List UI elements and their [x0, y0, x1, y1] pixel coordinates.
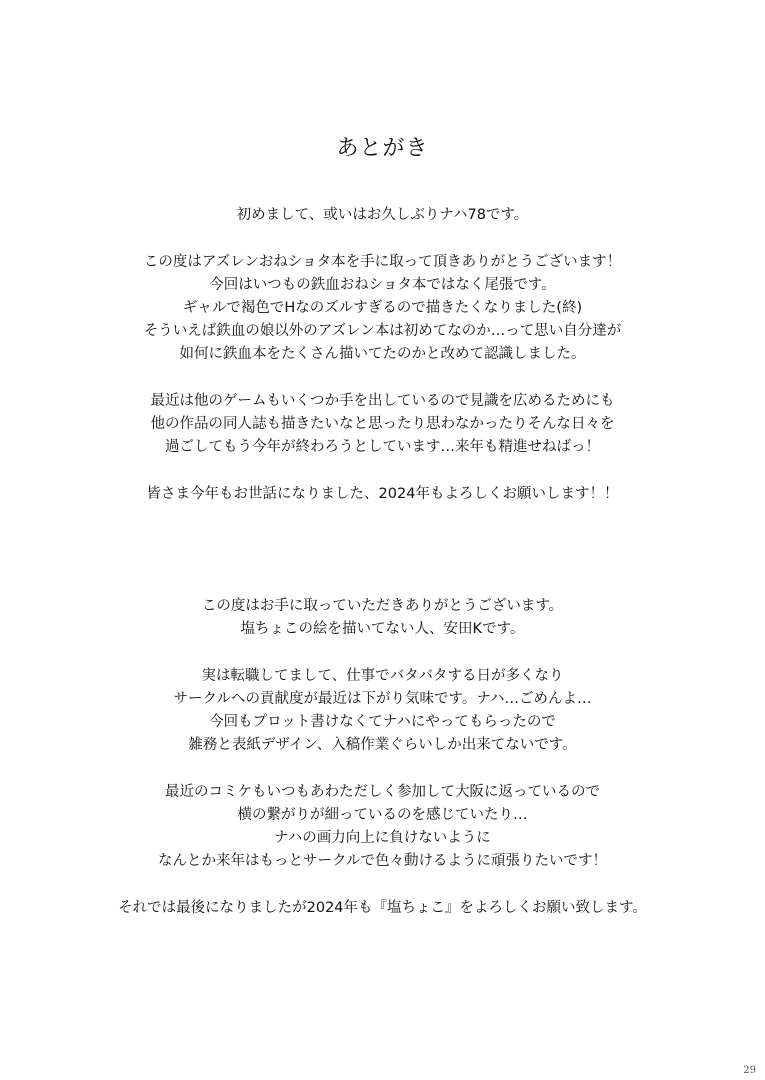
page-number: 29 — [743, 1065, 756, 1076]
text-line: 最近のコミケもいつもあわただしく参加して大阪に返っているので — [165, 784, 600, 800]
text-line: サークルへの貢献度が最近は下がり気味です。ナハ…ごめんよ… — [173, 691, 592, 707]
text-line: 他の作品の同人誌も描きたいなと思ったり思わなかったりそんな日々を — [150, 416, 615, 432]
text-line: 過ごしてもう今年が終わろうとしています…来年も精進せねばっ！ — [165, 439, 600, 455]
text-line: 皆さま今年もお世話になりました、2024年もよろしくお願いします！！ — [146, 486, 619, 502]
text-line: 如何に鉄血本をたくさん描いてたのかと改めて認識しました。 — [179, 346, 586, 362]
text-line: 雑務と表紙デザイン、入稿作業ぐらいしか出来てないです。 — [188, 737, 577, 753]
text-line: 初めまして、或いはお久しぶりナハ78です。 — [236, 207, 529, 223]
text-line: なんとか来年はもっとサークルで色々動けるように頑張りたいです！ — [157, 853, 608, 869]
text-line: 実は転職してまして、仕事でバタバタする日が多くなり — [201, 668, 564, 684]
text-line: ギャルで褐色でHなのズルすぎるので描きたくなりました(終) — [182, 300, 583, 316]
text-line: 最近は他のゲームもいくつか手を出しているので見識を広めるためにも — [150, 393, 615, 409]
afterword-section-1 — [0, 204, 765, 506]
text-line: それでは最後になりましたが2024年も『塩ちょこ』をよろしくお願い致します。 — [118, 900, 647, 916]
text-line: この度はお手に取っていただきありがとうございます。 — [201, 598, 564, 614]
text-line: 今回はいつもの鉄血おねショタ本ではなく尾張です。 — [209, 277, 556, 293]
text-line: 今回もプロット書けなくてナハにやってもらったので — [209, 714, 556, 730]
text-line: この度はアズレンおねショタ本を手に取って頂きありがとうございます！ — [143, 254, 622, 270]
text-line: ナハの画力向上に負けないように — [274, 830, 491, 846]
afterword-title: あとがき — [336, 136, 429, 161]
afterword-section-2 — [0, 595, 765, 920]
text-line: 塩ちょこの絵を描いてない人、安田Kです。 — [240, 621, 525, 637]
text-line: そういえば鉄血の娘以外のアズレン本は初めてなのか…って思い自分達が — [143, 323, 622, 339]
text-line: 横の繋がりが細っているのを感じていたり… — [237, 807, 528, 823]
